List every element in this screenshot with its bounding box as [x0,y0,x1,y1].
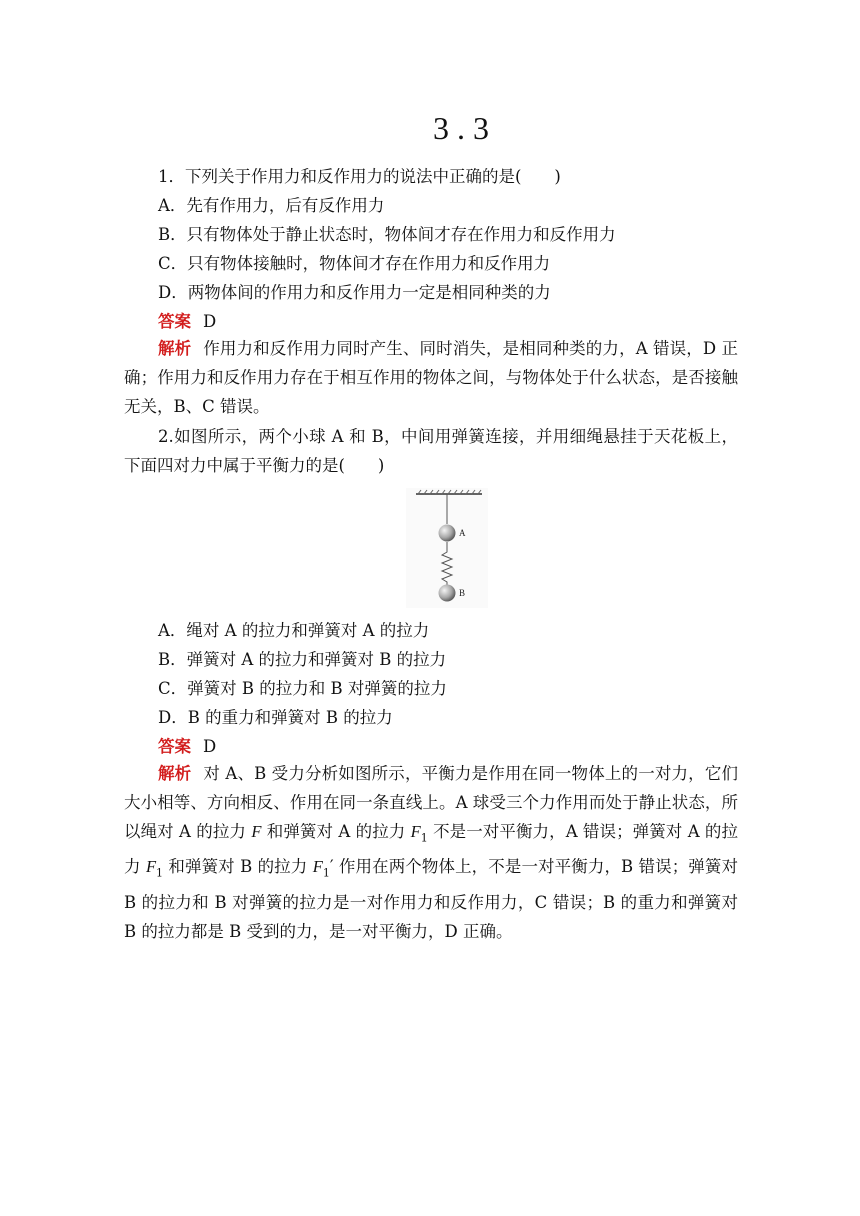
q2-option-d: D．B 的重力和弹簧对 B 的拉力 [158,708,393,727]
q1-option-a: A．先有作用力，后有反作用力 [158,196,385,215]
q2-answer-value: D [203,737,217,756]
subscript-1: 1 [156,866,164,880]
q2-analysis-text-2: 和弹簧对 A 的拉力 [261,822,411,841]
ball-a [439,525,456,542]
label-a: A [459,528,466,538]
q2-analysis-text-3: 不是一对平衡力，A 错误；弹簧对 A 的拉力 [124,822,739,877]
force-f1-prime: F [312,857,323,877]
q2-analysis [124,759,738,946]
spring-balls-figure [406,488,488,608]
q2-option-b: B．弹簧对 A 的拉力和弹簧对 B 的拉力 [158,650,447,669]
q1-option-c: C．只有物体接触时，物体间才存在作用力和反作用力 [158,254,551,273]
q1-analysis-label: 解析 [158,339,192,358]
force-f: F [251,822,262,841]
subscript-1: 1 [322,866,330,880]
q2-analysis-text-1: 对 A、B 受力分析如图所示，平衡力是作用在同一物体上的一对力，它们大小相等、方向相反、作用在同一条直线上。A 球受三个力作用而处于静止状态，所以绳对 A 的拉力 [124,764,739,841]
q1-option-d: D．两物体间的作用力和反作用力一定是相同种类的力 [158,283,551,302]
force-f1: F [410,822,421,841]
label-b: B [459,588,466,598]
q2-option-c: C．弹簧对 B 的拉力和 B 对弹簧的拉力 [158,679,447,698]
q2-analysis-text-5: ′ 作用在两个物体上，不是一对平衡力，B 错误；弹簧对 B 的拉力和 B 对弹簧的拉力是一对作用力和反作用力，C 错误；B 的重力和弹簧对 B 的拉力都是 B 受到的力，是一对平衡力，D 正确。 [124,857,738,941]
q1-analysis-text: 作用力和反作用力同时产生、同时消失，是相同种类的力，A 错误，D 正确；作用力和反作用力存在于相互作用的物体之间，与物体处于什么状态，是否接触无关，B、C 错误。 [124,339,738,416]
q2-option-a: A．绳对 A 的拉力和弹簧对 A 的拉力 [158,621,430,640]
page-title: 3.3 [433,110,497,146]
q2-answer [158,733,216,757]
q2-analysis-text-4: 和弹簧对 B 的拉力 [163,857,313,877]
q1-analysis [124,334,738,421]
q2-answer-label: 答案 [158,737,191,756]
q1-answer-value: D [203,312,217,331]
q2-stem: 2.如图所示，两个小球 A 和 B，中间用弹簧连接，并用细绳悬挂于天花板上，下面四对力中属于平衡力的是( ) [124,427,738,475]
q2-analysis-label: 解析 [158,764,192,783]
ball-b [439,585,456,602]
force-f1: F [145,857,157,877]
subscript-1: 1 [420,831,428,845]
q1-answer-label: 答案 [158,312,191,331]
q1-answer [158,308,216,332]
q1-stem: 1．下列关于作用力和反作用力的说法中正确的是( ) [158,167,561,186]
q1-option-b: B．只有物体处于静止状态时，物体间才存在作用力和反作用力 [158,225,616,244]
